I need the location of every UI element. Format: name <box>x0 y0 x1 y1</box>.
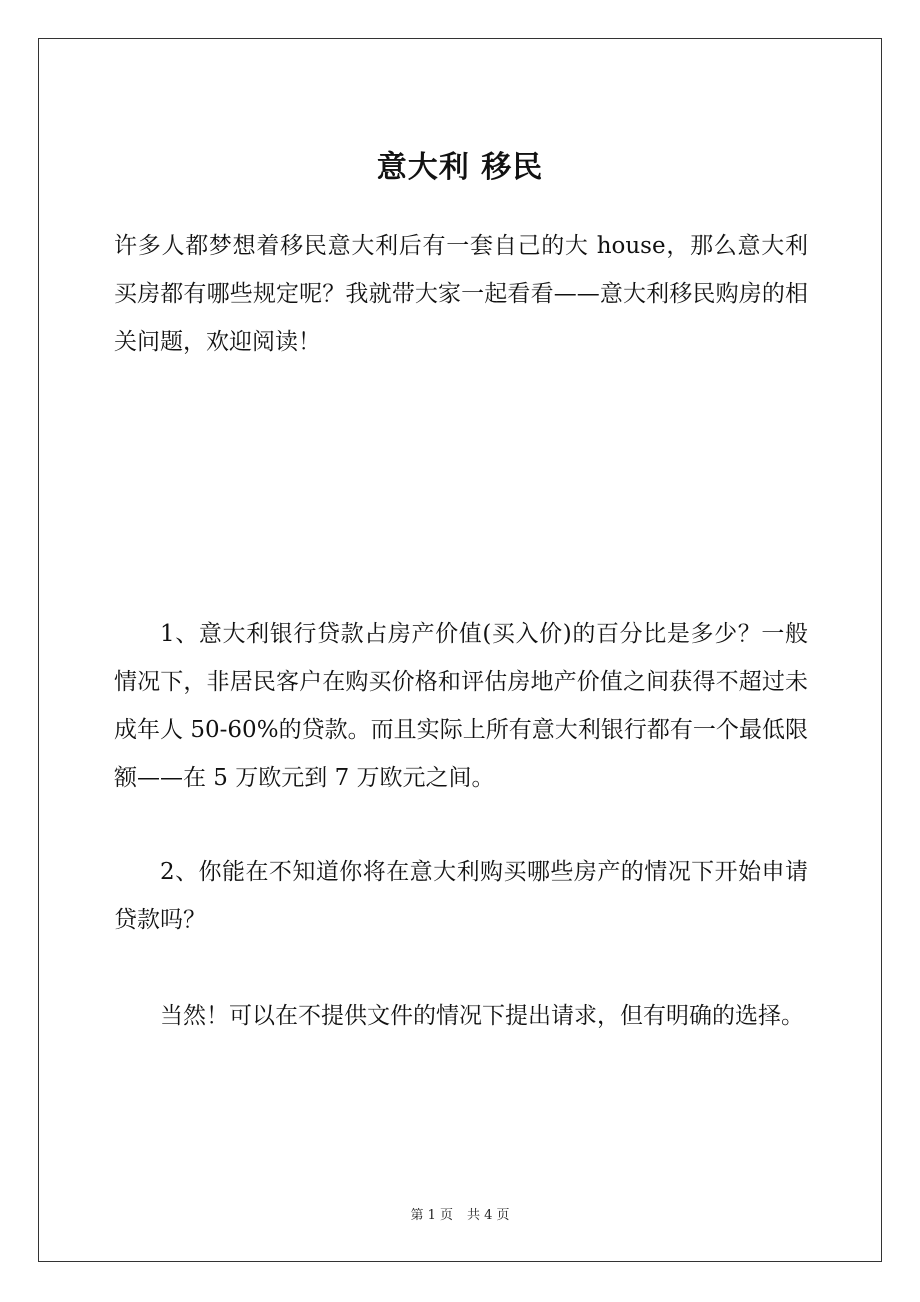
paragraph-question-1: 1、意大利银行贷款占房产价值(买入价)的百分比是多少？一般情况下，非居民客户在购买价格和评估房地产价值之间获得不超过未成年人 50-60%的贷款。而且实际上所有意大利银行都有一个最低限额——在 5 万欧元到 7 万欧元之间。 <box>114 621 808 791</box>
page-number-current: 第 1 页 <box>410 1208 453 1223</box>
document-title: 意大利 移民 <box>376 150 544 185</box>
paragraph-intro: 许多人都梦想着移民意大利后有一套自己的大 house，那么意大利买房都有哪些规定呢？我就带大家一起看看——意大利移民购房的相关问题，欢迎阅读！ <box>114 233 808 355</box>
page-footer <box>0 1206 920 1226</box>
paragraph-question-2: 2、你能在不知道你将在意大利购买哪些房产的情况下开始申请贷款吗？ <box>114 859 808 933</box>
page-number-total: 共 4 页 <box>467 1208 510 1223</box>
paragraph-answer-2: 当然！可以在不提供文件的情况下提出请求，但有明确的选择。 <box>160 1003 804 1029</box>
